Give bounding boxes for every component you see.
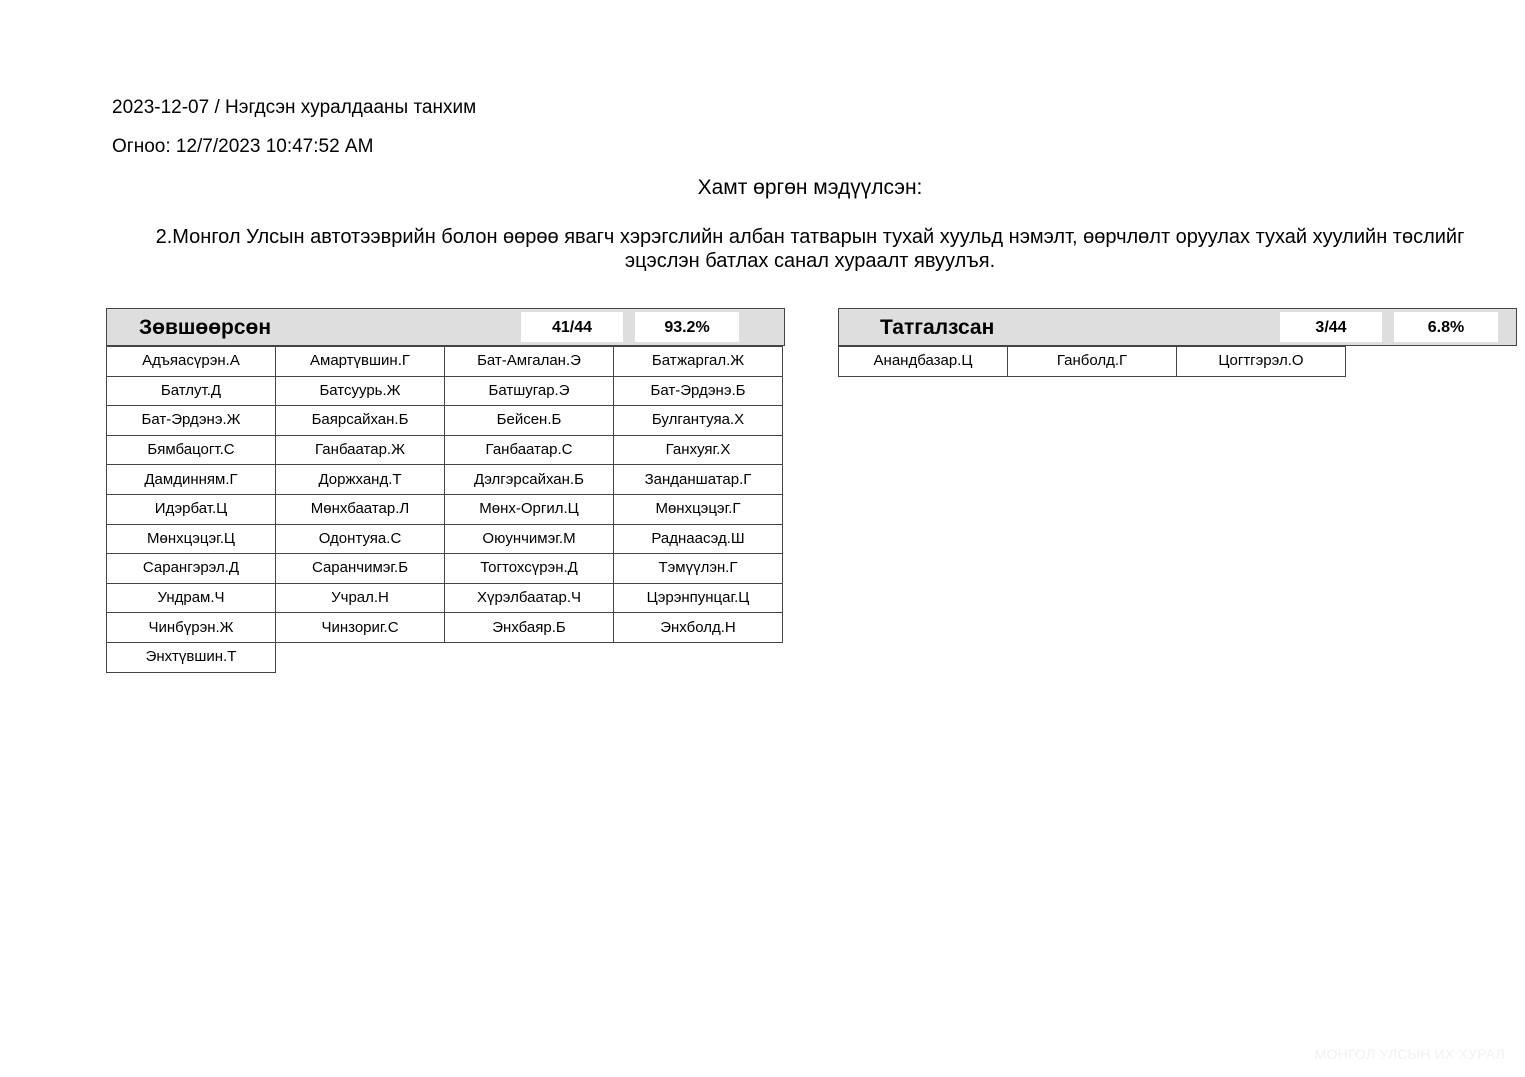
table-row: [107, 613, 783, 643]
member-name-cell: Бат-Эрдэнэ.Ж: [107, 406, 276, 436]
member-name-cell: Цогтгэрэл.О: [1177, 347, 1346, 377]
table-row: [107, 435, 783, 465]
member-name-cell: Булгантуяа.Х: [614, 406, 783, 436]
approved-count: 41/44: [521, 312, 623, 342]
table-row: [839, 347, 1515, 377]
table-row: [107, 406, 783, 436]
member-name-cell: Чинбүрэн.Ж: [107, 613, 276, 643]
member-name-cell: Энхболд.Н: [614, 613, 783, 643]
member-name-cell: Мөнхцэцэг.Г: [614, 494, 783, 524]
member-name-cell: Хүрэлбаатар.Ч: [445, 583, 614, 613]
member-name-cell: Учрал.Н: [276, 583, 445, 613]
table-row: [107, 376, 783, 406]
member-name-cell: Ундрам.Ч: [107, 583, 276, 613]
member-name-cell: Ганбаатар.С: [445, 435, 614, 465]
member-name-cell: Амартүвшин.Г: [276, 347, 445, 377]
member-name-cell: Бат-Амгалан.Э: [445, 347, 614, 377]
member-name-cell: Дамдинням.Г: [107, 465, 276, 495]
member-name-cell: Анандбазар.Ц: [839, 347, 1008, 377]
member-name-cell: Ганболд.Г: [1008, 347, 1177, 377]
session-title: 2023-12-07 / Нэгдсэн хуралдааны танхим: [112, 97, 477, 118]
member-name-cell: Батсуурь.Ж: [276, 376, 445, 406]
motion-text: 2.Монгол Улсын автотээврийн болон өөрөө явагч хэрэгслийн албан татварын тухай хуульд нэмэлт, өөрчлөлт оруулах тухай хуулийн төслийг эцэслэн батлах санал хураалт явуулъя.: [155, 226, 1465, 272]
member-name-cell: Оюунчимэг.М: [445, 524, 614, 554]
empty-cell: [445, 642, 614, 672]
member-name-cell: Дэлгэрсайхан.Б: [445, 465, 614, 495]
member-name-cell: Мөнхцэцэг.Ц: [107, 524, 276, 554]
table-row: [107, 494, 783, 524]
empty-cell: [1346, 347, 1515, 377]
watermark: МОНГОЛ УЛСЫН ИХ ХУРАЛ: [1314, 1046, 1505, 1062]
table-row: [107, 347, 783, 377]
member-name-cell: Мөнхбаатар.Л: [276, 494, 445, 524]
member-name-cell: Идэрбат.Ц: [107, 494, 276, 524]
member-name-cell: Саранчимэг.Б: [276, 554, 445, 584]
approved-percent: 93.2%: [635, 312, 739, 342]
member-name-cell: Энхтүвшин.Т: [107, 642, 276, 672]
approved-block: [106, 308, 785, 673]
table-row: [107, 583, 783, 613]
member-name-cell: Мөнх-Оргил.Ц: [445, 494, 614, 524]
rejected-block: [838, 308, 1517, 377]
member-name-cell: Бейсен.Б: [445, 406, 614, 436]
member-name-cell: Тогтохсүрэн.Д: [445, 554, 614, 584]
member-name-cell: Батлут.Д: [107, 376, 276, 406]
empty-cell: [614, 642, 783, 672]
member-name-cell: Бат-Эрдэнэ.Б: [614, 376, 783, 406]
member-name-cell: Одонтуяа.С: [276, 524, 445, 554]
table-row: [107, 642, 783, 672]
member-name-cell: Занданшатар.Г: [614, 465, 783, 495]
table-row: [107, 524, 783, 554]
member-name-cell: Доржханд.Т: [276, 465, 445, 495]
rejected-count: 3/44: [1280, 312, 1382, 342]
vote-date: Огноо: 12/7/2023 10:47:52 AM: [112, 136, 374, 157]
member-name-cell: Ганбаатар.Ж: [276, 435, 445, 465]
rejected-title: Татгалзсан: [880, 316, 995, 339]
member-name-cell: Бямбацогт.С: [107, 435, 276, 465]
approved-names-table: [106, 346, 783, 673]
member-name-cell: Энхбаяр.Б: [445, 613, 614, 643]
member-name-cell: Сарангэрэл.Д: [107, 554, 276, 584]
rejected-header: [838, 308, 1517, 346]
member-name-cell: Тэмүүлэн.Г: [614, 554, 783, 584]
member-name-cell: Чинзориг.С: [276, 613, 445, 643]
member-name-cell: Раднаасэд.Ш: [614, 524, 783, 554]
table-row: [107, 465, 783, 495]
empty-cell: [276, 642, 445, 672]
co-proposal-label: Хамт өргөн мэдүүлсэн:: [697, 176, 923, 199]
rejected-percent: 6.8%: [1394, 312, 1498, 342]
member-name-cell: Батшугар.Э: [445, 376, 614, 406]
table-row: [107, 554, 783, 584]
rejected-names-table: [838, 346, 1514, 377]
member-name-cell: Батжаргал.Ж: [614, 347, 783, 377]
member-name-cell: Ганхуяг.Х: [614, 435, 783, 465]
member-name-cell: Адъяасүрэн.А: [107, 347, 276, 377]
member-name-cell: Цэрэнпунцаг.Ц: [614, 583, 783, 613]
approved-title: Зөвшөөрсөн: [139, 316, 272, 339]
member-name-cell: Баярсайхан.Б: [276, 406, 445, 436]
approved-header: [106, 308, 785, 346]
